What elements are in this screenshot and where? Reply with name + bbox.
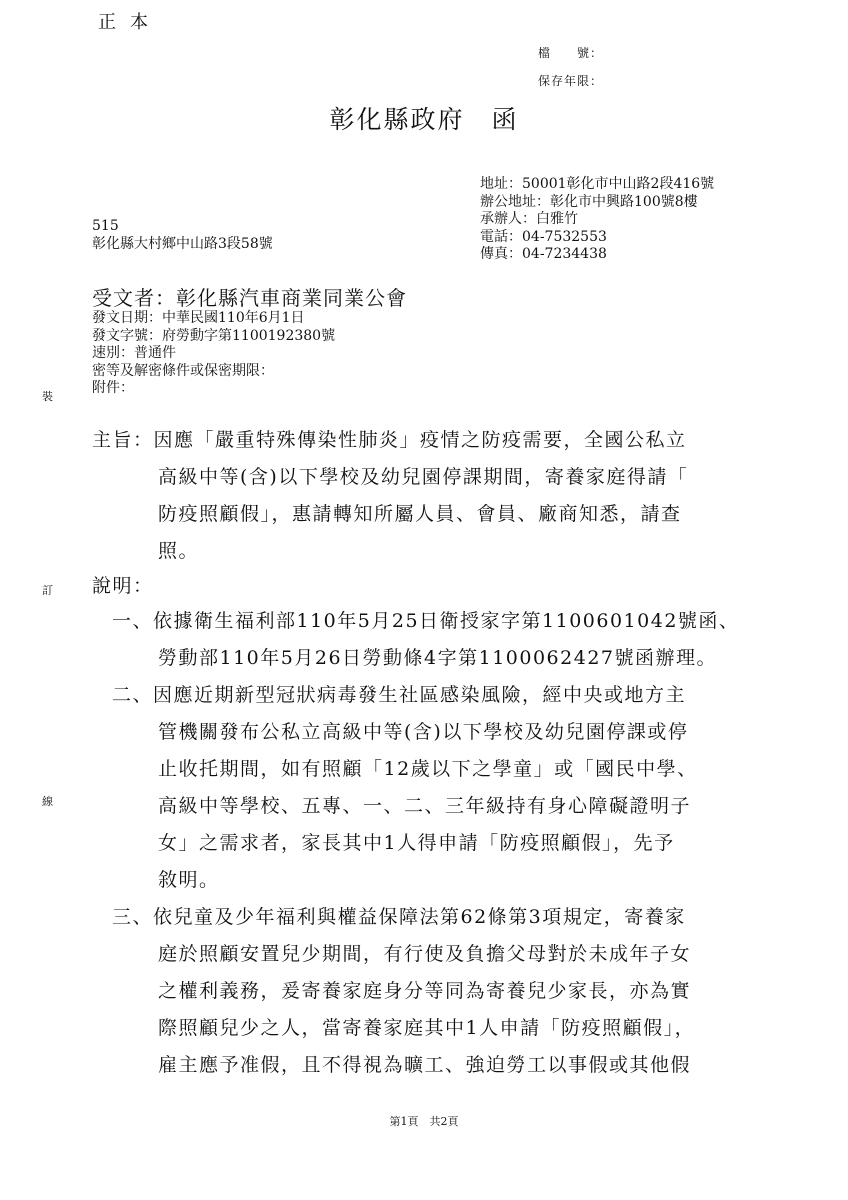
- sender-address: 地址：50001彰化市中山路2段416號: [480, 176, 715, 192]
- recipient-address-block: [92, 218, 273, 253]
- item-3-line-4: 際照顧兒少之人，當寄養家庭其中1人申請「防疫照顧假」，: [158, 1017, 696, 1039]
- recipient-address: 彰化縣大村鄉中山路3段58號: [92, 235, 273, 252]
- item-1-line-2: 勞動部110年5月26日勞動條4字第1100062427號函辦理。: [158, 647, 718, 669]
- document-title: 彰化縣政府 函: [329, 105, 519, 134]
- sender-office-address: 辦公地址：彰化市中興路100號8樓: [480, 193, 698, 210]
- item-3-line-5: 雇主應予准假，且不得視為曠工、強迫勞工以事假或其他假: [158, 1054, 692, 1076]
- urgency: 速別：普通件: [92, 345, 176, 361]
- page-number: 第1頁 共2頁: [389, 1115, 459, 1128]
- item-2-line-2: 管機關發布公私立高級中等(含)以下學校及幼兒園停課或停: [158, 721, 689, 743]
- binding-mark-ding: 訂: [42, 584, 53, 597]
- item-2-line-3: 止收托期間，如有照顧「12歲以下之學童」或「國民中學、: [158, 758, 698, 780]
- item-2-line-6: 敘明。: [158, 869, 220, 891]
- confidentiality: 密等及解密條件或保密期限：: [92, 362, 274, 379]
- item-3-line-3: 之權利義務，爰寄養家庭身分等同為寄養兒少家長，亦為實: [158, 980, 692, 1002]
- sender-info: [480, 176, 714, 264]
- item-1-line-1: 一、依據衛生福利部110年5月25日衛授家字第1100601042號函、: [112, 610, 740, 632]
- subject-line-4: 照。: [158, 540, 200, 562]
- recipient-postal-code: 515: [92, 218, 119, 234]
- sender-fax: 傳真：04-7234438: [480, 246, 607, 262]
- explanation-heading: 說明：: [92, 575, 154, 597]
- item-3-line-1: 三、依兒童及少年福利與權益保障法第62條第3項規定，寄養家: [112, 906, 686, 928]
- subject-line-1: 主旨：因應「嚴重特殊傳染性肺炎」疫情之防疫需要，全國公私立: [92, 429, 687, 451]
- subject-line-3: 防疫照顧假」，惠請轉知所屬人員、會員、廠商知悉，請查: [158, 503, 682, 525]
- attachments: 附件：: [92, 380, 134, 396]
- sender-phone: 電話：04-7532553: [480, 228, 607, 245]
- binding-mark-zhuang: 裝: [42, 390, 53, 403]
- item-2-line-4: 高級中等學校、五專、一、二、三年級持有身心障礙證明子: [158, 795, 692, 817]
- binding-mark-xian: 線: [42, 795, 53, 808]
- retention-label: 保存年限：: [538, 74, 604, 88]
- item-3-line-2: 庭於照顧安置兒少期間，有行使及負擔父母對於未成年子女: [158, 943, 692, 965]
- document-number: 發文字號：府勞動字第1100192380號: [92, 327, 336, 344]
- file-number-label: 檔 號：: [538, 46, 604, 60]
- subject-line-2: 高級中等(含)以下學校及幼兒園停課期間，寄養家庭得請「: [158, 466, 689, 488]
- issue-date: 發文日期：中華民國110年6月1日: [92, 310, 305, 326]
- item-2-line-1: 二、因應近期新型冠狀病毒發生社區感染風險，經中央或地方主: [112, 684, 687, 706]
- sender-contact-person: 承辦人：白雅竹: [480, 211, 578, 227]
- item-2-line-5: 女」之需求者，家長其中1人得申請「防疫照顧假」，先予: [158, 832, 675, 854]
- document-info: [92, 310, 335, 398]
- recipient: 受文者：彰化縣汽車商業同業公會: [92, 286, 407, 310]
- copy-mark: 正本: [98, 12, 162, 33]
